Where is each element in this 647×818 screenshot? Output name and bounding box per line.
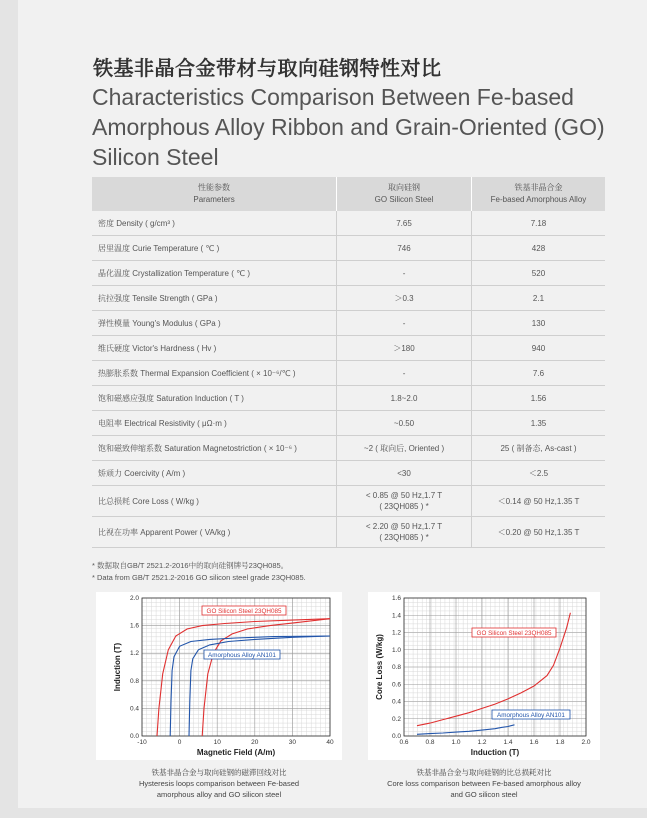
core-loss-chart	[368, 592, 600, 760]
cell-go-steel: ＞0.3	[337, 286, 472, 311]
y-tick-label: 0.6	[391, 681, 401, 689]
table-row	[92, 486, 605, 517]
cell-amorphous: 2.1	[471, 286, 605, 311]
y-tick-label: 0.0	[391, 733, 401, 740]
caption-left-cn: 铁基非晶合金与取向硅钢的磁滞回线对比	[151, 768, 287, 777]
cell-go-steel: 1.8~2.0	[337, 386, 472, 411]
cell-parameter: 矫顽力 Coercivity ( A/m )	[92, 461, 337, 486]
x-tick-label: 0.6	[399, 739, 409, 746]
cell-parameter: 热膨胀系数 Thermal Expansion Coefficient ( × 10⁻⁶/℃ )	[92, 361, 337, 386]
cell-parameter: 密度 Density ( g/cm³ )	[92, 211, 337, 236]
caption-left	[96, 767, 342, 800]
footnote-cn: * 数据取自GB/T 2521.2-2016中的取向硅钢牌号23QH085。	[92, 561, 289, 570]
table-body	[92, 211, 605, 548]
y-tick-label: 0.0	[129, 733, 139, 740]
hysteresis-chart-svg	[96, 592, 342, 760]
hysteresis-chart	[96, 592, 342, 760]
cell-parameter: 饱和磁致伸缩系数 Saturation Magnetostriction ( × 10⁻⁶ )	[92, 436, 337, 461]
cell-parameter: 弹性模量 Young's Modulus ( GPa )	[92, 311, 337, 336]
x-tick-label: 0.8	[425, 739, 435, 746]
cell-parameter: 电阻率 Electrical Resistivity ( μΩ·m )	[92, 411, 337, 436]
y-axis-label: Core Loss (W/kg)	[375, 634, 384, 700]
y-tick-label: 0.8	[391, 664, 401, 671]
cell-go-line2: ( 23QH085 ) *	[379, 533, 429, 542]
page-title-cn: 铁基非晶合金带材与取向硅钢特性对比	[93, 56, 442, 80]
table-row	[92, 461, 605, 486]
header-cn: 取向硅钢	[388, 183, 421, 192]
table-row	[92, 361, 605, 386]
table-row	[92, 411, 605, 436]
cell-parameter: 居里温度 Curie Temperature ( ℃ )	[92, 236, 337, 261]
table-row	[92, 311, 605, 336]
y-tick-label: 0.2	[391, 715, 401, 723]
x-tick-label: 1.8	[555, 739, 565, 746]
table-row	[92, 261, 605, 286]
y-tick-label: 1.6	[391, 595, 401, 602]
x-tick-label: 40	[326, 739, 334, 746]
table-row	[92, 336, 605, 361]
header-en: Fe-based Amorphous Alloy	[490, 195, 587, 204]
y-tick-label: 0.4	[391, 698, 401, 706]
cell-amorphous: 25 ( 制备态, As-cast )	[471, 436, 605, 461]
caption-right-cn: 铁基非晶合金与取向硅钢的比总损耗对比	[416, 768, 552, 777]
legend-label: GO Silicon Steel 23QH085	[476, 630, 552, 637]
page-edge-bottom	[0, 808, 647, 818]
page-title-en: Characteristics Comparison Between Fe-based Amorphous Alloy Ribbon and Grain-Oriented (GO) Silicon Steel	[92, 84, 605, 170]
table-row	[92, 517, 605, 548]
y-tick-label: 0.8	[129, 677, 139, 685]
x-tick-label: 1.4	[503, 739, 513, 746]
cell-amorphous: 940	[471, 336, 605, 361]
cell-parameter: 维氏硬度 Victor's Hardness ( Hv )	[92, 336, 337, 361]
legend-label: Amorphous Alloy AN101	[497, 712, 565, 719]
cell-go-line1: < 0.85 @ 50 Hz,1.7 T	[365, 491, 443, 500]
cell-go-steel: 7.65	[337, 211, 472, 236]
y-tick-label: 1.2	[391, 629, 401, 637]
header-en: GO Silicon Steel	[374, 195, 434, 204]
header-amorphous	[471, 177, 605, 211]
table-row	[92, 211, 605, 236]
x-tick-label: 20	[251, 739, 259, 746]
y-tick-label: 2.0	[129, 595, 139, 602]
cell-go-steel: ＞180	[337, 336, 472, 361]
comparison-table	[92, 177, 605, 548]
x-tick-label: 0	[177, 739, 182, 746]
x-tick-label: 1.2	[477, 739, 487, 746]
cell-go-steel: ~2 ( 取向后, Oriented )	[337, 436, 472, 461]
table-row	[92, 386, 605, 411]
caption-right-en2: and GO silicon steel	[450, 790, 518, 799]
cell-go-steel	[337, 486, 472, 517]
series-line	[417, 725, 515, 735]
x-tick-label: 2.0	[581, 739, 591, 746]
caption-right	[360, 767, 608, 800]
cell-go-steel: -	[337, 311, 472, 336]
cell-amorphous: ＜0.20 @ 50 Hz,1.35 T	[471, 517, 605, 548]
caption-left-en1: Hysteresis loops comparison between Fe-based	[138, 779, 300, 788]
cell-amorphous: 7.6	[471, 361, 605, 386]
cell-parameter: 抗拉强度 Tensile Strength ( GPa )	[92, 286, 337, 311]
header-en: Parameters	[193, 195, 235, 204]
table-row	[92, 436, 605, 461]
y-tick-label: 1.6	[129, 622, 139, 630]
cell-parameter: 饱和磁感应强度 Saturation Induction ( T )	[92, 386, 337, 411]
x-axis-label: Magnetic Field (A/m)	[196, 748, 276, 757]
cell-go-steel: <30	[337, 461, 472, 486]
header-cn: 铁基非晶合金	[514, 183, 563, 192]
cell-amorphous: ＜2.5	[471, 461, 605, 486]
y-axis-label: Induction (T)	[113, 642, 122, 692]
y-tick-label: 1.2	[129, 650, 139, 658]
cell-amorphous: 130	[471, 311, 605, 336]
x-tick-label: 1.0	[451, 739, 461, 746]
y-tick-label: 1.0	[391, 646, 401, 654]
legend-label: Amorphous Alloy AN101	[208, 652, 276, 659]
header-parameters	[92, 177, 337, 211]
cell-amorphous: 520	[471, 261, 605, 286]
caption-right-en1: Core loss comparison between Fe-based amorphous alloy	[387, 779, 581, 788]
cell-go-line1: < 2.20 @ 50 Hz,1.7 T	[365, 522, 443, 531]
cell-go-line2: ( 23QH085 ) *	[379, 502, 429, 511]
cell-go-steel: -	[337, 261, 472, 286]
legend-label: GO Silicon Steel 23QH085	[206, 608, 282, 615]
x-tick-label: 1.6	[529, 739, 539, 746]
table-header-row	[92, 177, 605, 211]
x-tick-label: 30	[288, 739, 297, 746]
table-row	[92, 236, 605, 261]
x-tick-label: 10	[213, 739, 221, 746]
cell-parameter: 晶化温度 Crystallization Temperature ( ℃ )	[92, 261, 337, 286]
header-cn: 性能参数	[198, 183, 231, 192]
cell-amorphous: ＜0.14 @ 50 Hz,1.35 T	[471, 486, 605, 517]
cell-parameter: 比视在功率 Apparent Power ( VA/kg )	[92, 517, 337, 548]
x-axis-label: Induction (T)	[470, 748, 520, 757]
cell-go-steel	[337, 517, 472, 548]
y-tick-label: 0.4	[129, 705, 139, 713]
cell-amorphous: 1.35	[471, 411, 605, 436]
cell-go-steel: ~0.50	[337, 411, 472, 436]
caption-left-en2: amorphous alloy and GO silicon steel	[156, 790, 282, 799]
core-loss-chart-svg	[368, 592, 600, 760]
cell-go-steel: 746	[337, 236, 472, 261]
y-tick-label: 1.4	[391, 612, 401, 620]
cell-go-steel: -	[337, 361, 472, 386]
x-tick-label: -10	[137, 739, 147, 746]
footnote-en: * Data from GB/T 2521.2-2016 GO silicon steel grade 23QH085.	[92, 573, 306, 582]
page-edge	[0, 0, 18, 818]
table-row	[92, 286, 605, 311]
cell-parameter: 比总损耗 Core Loss ( W/kg )	[92, 486, 337, 517]
cell-amorphous: 428	[471, 236, 605, 261]
cell-amorphous: 1.56	[471, 386, 605, 411]
header-go-steel	[337, 177, 472, 211]
cell-amorphous: 7.18	[471, 211, 605, 236]
